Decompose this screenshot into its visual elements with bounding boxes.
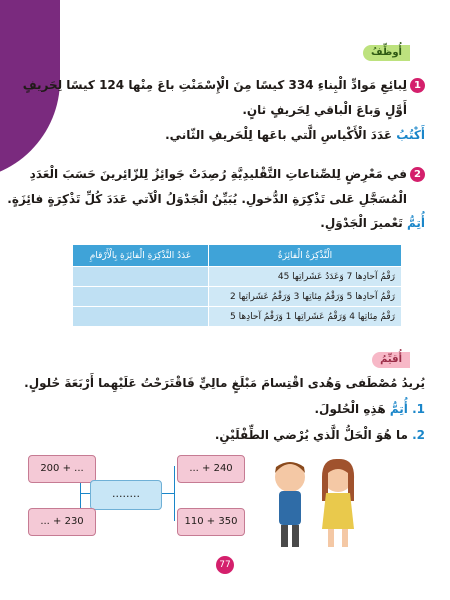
table-cell-description: رَقْمُ آحادِها 5 وَرَقْمُ مِئاتِها 3 وَرَقْمُ عَشَراتِها 2	[209, 287, 402, 307]
evaluate-question-2	[215, 428, 425, 442]
section-tag-apply: أُوظِّفُ	[363, 45, 410, 61]
exercise-1-task-text: عَدَدَ الْأَكْياسِ الَّتي باعَها لِلْحَريفِ الثّاني.	[165, 128, 393, 142]
table-header-number: عَدَدُ التَّذْكِرَةِ الْفائِزَةِ بِالْأَرْقامِ	[73, 245, 209, 267]
evaluate-question-1	[314, 402, 425, 416]
question-1-number: 1.	[412, 402, 425, 416]
question-1-text: هَذِهِ الْحُلولَ.	[314, 402, 386, 416]
question-2-number: 2.	[412, 428, 425, 442]
exercise-2-number: 2	[410, 167, 425, 182]
table-row	[73, 267, 402, 287]
evaluate-intro: يُريدُ مُصْطَفى وَهُدى اقْتِسامَ مَبْلَغٍ مالِيٍّ فَاقْتَرَحْتُ عَلَيْهِما أَرْبَعَةَ حُلولٍ.	[24, 376, 425, 390]
children-illustration	[260, 455, 370, 555]
table-row	[73, 287, 402, 307]
girl-figure	[322, 459, 354, 547]
connector-right	[174, 466, 175, 521]
table-cell-answer[interactable]	[73, 287, 209, 307]
section-tag-evaluate: أُقيِّمُ	[372, 352, 410, 368]
table-cell-answer[interactable]	[73, 267, 209, 287]
exercise-1-task	[165, 128, 425, 142]
solution-box-top-right: ... + 240	[177, 455, 245, 483]
solution-box-top-left: 200 + ...	[28, 455, 96, 483]
table-header-row	[73, 245, 402, 267]
exercise-1-task-verb: أَكْتُبُ	[396, 128, 425, 142]
question-1-verb: أُتِمُّ	[389, 402, 408, 416]
table-cell-description: رَقْمُ مِئاتِها 4 وَرَقْمُ عَشَراتِها 1 وَرَقْمُ آحادِها 5	[209, 307, 402, 327]
exercise-1-number: 1	[410, 78, 425, 93]
question-2-text: ما هُوَ الْحَلُّ الَّذي يُرْضي الطِّفْلَيْنِ.	[214, 428, 408, 442]
exercise-2-task	[320, 216, 425, 230]
winning-tickets-table	[72, 244, 402, 327]
page-number: 77	[216, 556, 234, 574]
exercise-1-line-1: لِبائِعِ مَوادِّ الْبِناءِ 334 كيسًا مِنَ الْإِسْمَنْتِ باعَ مِنْها 124 كيسًا لِحَريفٍ	[22, 78, 407, 92]
table-cell-description: رَقْمُ آحادِها 7 وَعَدَدُ عَشَراتِها 45	[209, 267, 402, 287]
solution-box-bottom-right: 110 + 350	[177, 508, 245, 536]
exercise-2-line-2: الْمُسَجَّلِ عَلى تَذْكِرَةِ الدُّخولِ. يُبَيِّنُ الْجَدْوَلُ الْآتي عَدَدَ كُلِّ تَذْكِرَةٍ فائِزَةٍ.	[7, 192, 407, 206]
exercise-2-line-1: في مَعْرِضٍ لِلصِّناعاتِ التَّقْليدِيَّةِ رُصِدَتْ جَوائِزُ لِلزّائِرينَ حَسَبَ الْعَدَدِ	[29, 167, 407, 181]
exercise-2-task-verb: أُتِمُّ	[406, 216, 425, 230]
table-cell-answer[interactable]	[73, 307, 209, 327]
table-header-ticket: الْتَّذْكِرَةُ الْفائِزَةُ	[209, 245, 402, 267]
exercise-2-task-text: تَعْميرَ الْجَدْوَلِ.	[320, 216, 403, 230]
center-box: ........	[90, 480, 162, 510]
table-row	[73, 307, 402, 327]
boy-figure	[275, 462, 305, 547]
solution-box-bottom-left: ... + 230	[28, 508, 96, 536]
exercise-1-line-2: أَوَّلٍ وَباعَ الْباقي لِحَريفٍ ثانٍ.	[242, 103, 407, 117]
